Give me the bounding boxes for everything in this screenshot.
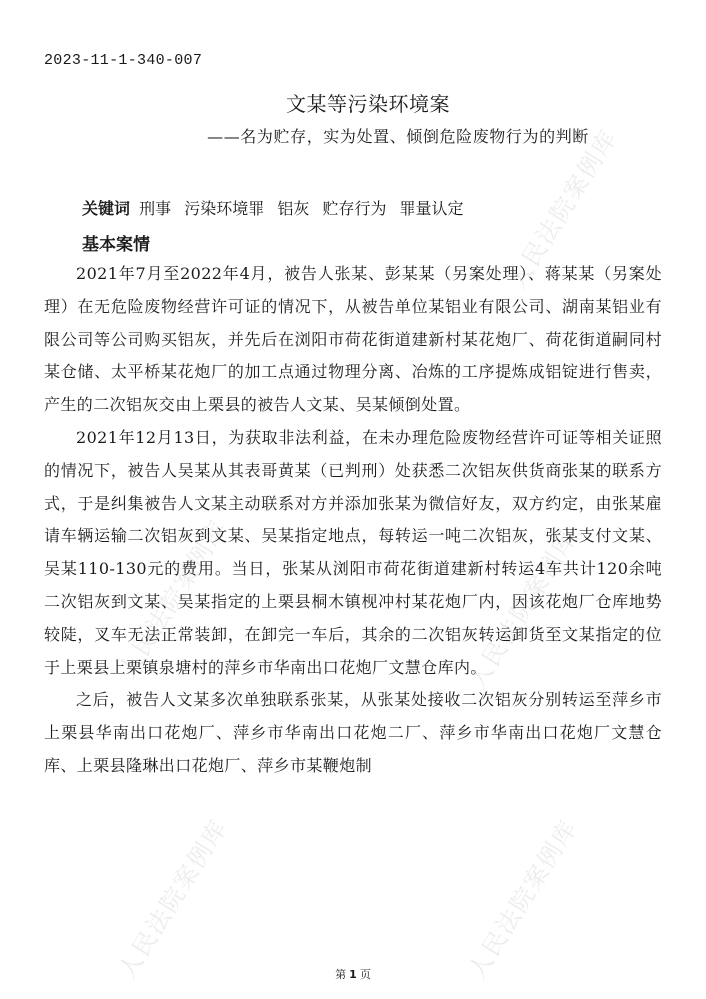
paragraph: 之后，被告人文某多次单独联系张某，从张某处接收二次铝灰分别转运至萍乡市上栗县华南出口花炮厂、萍乡市华南出口花炮二厂、萍乡市华南出口花炮厂文慧仓库、上栗县隆琳出口花炮厂、萍乡市某鞭炮制 xyxy=(44,690,662,775)
case-number: 2023-11-1-340-007 xyxy=(44,52,203,69)
page-number: 1 xyxy=(349,968,357,981)
watermark: 人民法院案例库 xyxy=(463,814,584,984)
watermark: 人民法院案例库 xyxy=(113,814,234,984)
keyword: 贮存行为 xyxy=(322,199,387,218)
watermark: 人民法院案例库 xyxy=(113,514,234,684)
keywords-label: 关键词 xyxy=(82,199,131,218)
case-subtitle: ——名为贮存，实为处置、倾倒危险废物行为的判断 xyxy=(207,127,589,146)
keyword: 刑事 xyxy=(139,199,172,218)
footer-prefix: 第 xyxy=(335,968,347,981)
footer-suffix: 页 xyxy=(359,968,371,981)
keywords-line xyxy=(82,196,472,219)
keyword: 罪量认定 xyxy=(399,199,464,218)
keyword: 污染环境罪 xyxy=(184,199,265,218)
section-heading: 基本案情 xyxy=(82,235,150,255)
watermark: 人民法院案例库 xyxy=(503,124,624,294)
case-title: 文某等污染环境案 xyxy=(286,92,450,116)
case-body xyxy=(44,258,662,783)
keyword: 铝灰 xyxy=(277,199,310,218)
paragraph: 2021年12月13日，为获取非法利益，在未办理危险废物经营许可证等相关证照的情况下，被告人吴某从其表哥黄某（已判刑）处获悉二次铝灰供货商张某的联系方式，于是纠集被告人文某主动联系对方并添加张某为微信好友，双方约定，由张某雇请车辆运输二次铝灰到文某、吴某指定地点，每转运一吨二次铝灰，张某支付文某、吴某110-130元的费用。当日，张某从浏阳市荷花街道建新村转运4车共计120余吨二次铝灰到文某、吴某指定的上栗县桐木镇枧冲村某花炮厂内，因该花炮厂仓库地势较陡，叉车无法正常装卸，在卸完一车后，其余的二次铝灰转运卸货至文某指定的位于上栗县上栗镇泉塘村的萍乡市华南出口花炮厂文慧仓库内。 xyxy=(44,427,662,677)
paragraph: 2021年7月至2022年4月，被告人张某、彭某某（另案处理）、蒋某某（另案处理）在无危险废物经营许可证的情况下，从被告单位某铝业有限公司、湖南某铝业有限公司等公司购买铝灰，并先后在浏阳市荷花街道建新村某花炮厂、荷花街道嗣同村某仓储、太平桥某花炮厂的加工点通过物理分离、冶炼的工序提炼成铝锭进行售卖，产生的二次铝灰交由上栗县的被告人文某、吴某倾倒处置。 xyxy=(44,264,662,415)
page-footer xyxy=(0,966,706,982)
watermark: 人民法院案例库 xyxy=(463,524,584,694)
